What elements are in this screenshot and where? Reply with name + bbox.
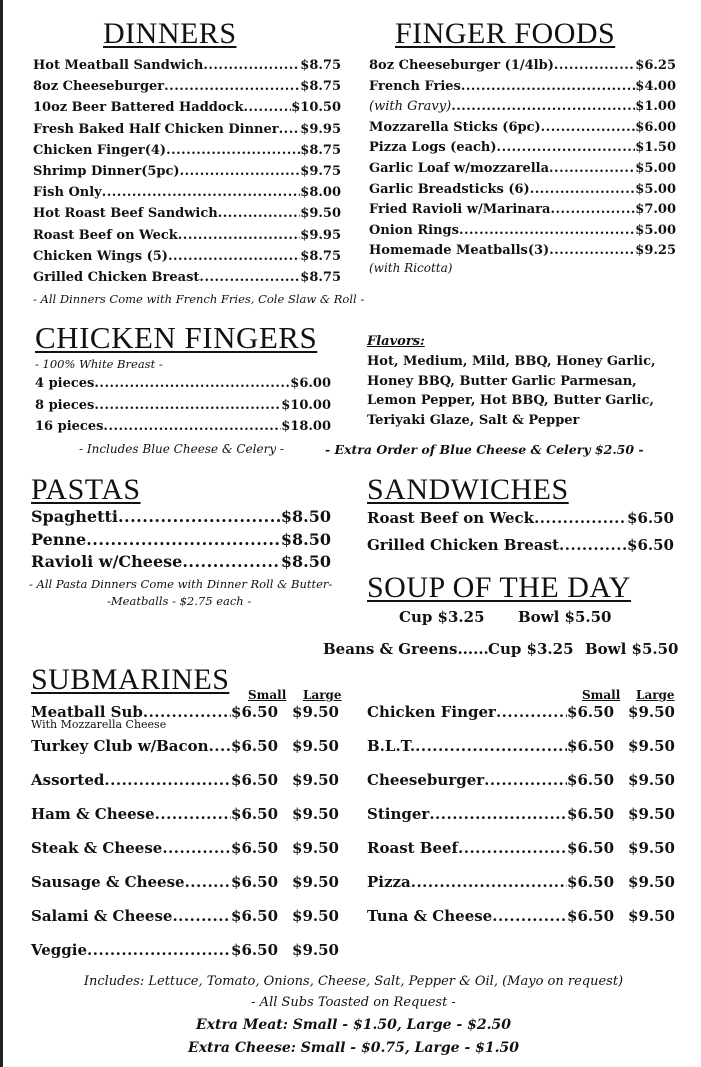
finger-food-item-name: Mozzarella Sticks (6pc): [369, 119, 541, 135]
subs-includes-note: Includes: Lettuce, Tomato, Onions, Cheese, Salt, Pepper & Oil, (Mayo on request): [83, 974, 624, 989]
dinner-item-name: 10oz Beer Battered Haddock: [33, 100, 244, 116]
sub-item-name: Stinger: [367, 805, 430, 823]
sub-item-description: With Mozzarella Cheese: [31, 718, 167, 731]
chicken-fingers-subtitle: - 100% White Breast -: [35, 357, 163, 371]
beans-greens-name: Beans & Greens: [323, 640, 458, 658]
finger-food-item: [369, 182, 676, 197]
sub-item-small-price: $6.50: [231, 873, 279, 891]
sub-item-small-price: $6.50: [567, 771, 615, 789]
leader-dots: [102, 185, 301, 200]
pasta-item-price: $8.50: [280, 552, 331, 571]
sub-item-large-price: $9.50: [292, 873, 339, 891]
chicken-fingers-heading: CHICKEN FINGERS: [35, 320, 318, 355]
dinner-item-price: $9.95: [300, 121, 341, 137]
pasta-item: [31, 507, 331, 526]
pasta-item-name: Ravioli w/Cheese: [31, 552, 183, 571]
sub-item-name: Tuna & Cheese: [367, 907, 493, 925]
leader-dots: [549, 243, 635, 258]
leader-dots: [178, 228, 301, 243]
finger-food-item: [369, 243, 676, 258]
leader-dots: [451, 99, 635, 114]
sub-item-name: Steak & Cheese: [31, 839, 163, 857]
submarines-heading: SUBMARINES: [31, 663, 230, 696]
pasta-item: [31, 552, 331, 571]
dinner-item-price: $9.95: [300, 227, 341, 243]
soup-heading: SOUP OF THE DAY: [367, 571, 631, 604]
dinner-item-name: Grilled Chicken Breast: [33, 270, 200, 285]
dinner-item: [33, 79, 341, 94]
sub-item-large-price: $9.50: [628, 703, 675, 721]
leader-dots: [458, 839, 567, 857]
leader-dots: [164, 79, 300, 94]
leader-dots: [94, 398, 281, 413]
sandwiches-heading: SANDWICHES: [367, 473, 569, 506]
finger-food-item-name: 8oz Cheeseburger (1/4lb): [369, 58, 554, 73]
sandwich-item: [367, 536, 674, 554]
beans-greens-row: [323, 640, 489, 658]
dinner-item: [33, 58, 341, 73]
chicken-finger-item-name: 4 pieces: [35, 376, 95, 391]
leader-dots: [94, 376, 290, 391]
sub-item: [367, 873, 675, 891]
leader-dots: [86, 530, 281, 549]
dinner-item: [33, 143, 341, 158]
dinner-item: [33, 100, 341, 115]
dinner-item-price: $8.75: [300, 248, 341, 264]
sub-item-name: Assorted: [31, 771, 105, 789]
finger-food-item-price: $6.25: [635, 58, 676, 73]
leader-dots: [496, 703, 567, 721]
sub-item-name: Veggie: [31, 941, 88, 959]
dinner-item: [33, 185, 341, 200]
chicken-finger-item-price: $18.00: [281, 419, 331, 434]
finger-food-item-price: $7.00: [635, 202, 676, 218]
sub-item: [31, 771, 339, 789]
sub-item-name: B.L.T.: [367, 737, 416, 755]
finger-food-item-price: $1.00: [635, 99, 676, 115]
finger-food-item-name: Fried Ravioli w/Marinara: [369, 202, 551, 218]
finger-food-item: [369, 99, 676, 114]
sub-item-name: Turkey Club w/Bacon: [31, 737, 209, 755]
sub-item-large-price: $9.50: [292, 839, 339, 857]
pasta-item: [31, 530, 331, 549]
finger-food-item-name: Garlic Breadsticks (6): [369, 181, 530, 197]
finger-food-item-name: Pizza Logs (each): [369, 140, 497, 156]
sub-item: [367, 737, 675, 755]
soup-bowl-price: Bowl $5.50: [518, 608, 612, 626]
sub-item-name: Meatball Sub: [31, 703, 143, 721]
sub-item-name: Sausage & Cheese: [31, 873, 185, 891]
dinner-item: [33, 228, 341, 243]
sub-item: [31, 873, 339, 891]
sub-item-large-price: $9.50: [628, 805, 675, 823]
dinner-item-name: Chicken Wings (5): [33, 248, 168, 264]
dinner-item-name: Shrimp Dinner(5pc): [33, 164, 180, 179]
sandwich-item: [367, 509, 674, 527]
leader-dots: [168, 249, 300, 264]
sub-item: [31, 805, 339, 823]
leader-dots: [209, 737, 231, 755]
finger-food-item: [369, 140, 676, 155]
finger-food-item: [369, 120, 676, 135]
leader-dots: [554, 58, 635, 73]
sub-item-small-price: $6.50: [567, 873, 615, 891]
sub-item-small-price: $6.50: [231, 737, 279, 755]
pasta-item-name: Penne: [31, 529, 87, 549]
sandwich-item-name: Grilled Chicken Breast: [367, 536, 560, 554]
dinner-item-name: Fish Only: [33, 185, 102, 201]
sub-item-small-price: $6.50: [231, 805, 279, 823]
sub-item-small-price: $6.50: [567, 805, 615, 823]
leader-dots: [155, 805, 231, 823]
dinner-item-name: 8oz Cheeseburger: [33, 79, 165, 95]
meatballs-extra-note: -Meatballs - $2.75 each -: [107, 594, 252, 608]
sub-item: [31, 941, 339, 959]
pastas-note: - All Pasta Dinners Come with Dinner Roll & Butter-: [29, 577, 333, 591]
leader-dots: [103, 419, 281, 434]
sub-item-name: Roast Beef: [367, 839, 459, 857]
leader-dots: [429, 805, 567, 823]
meatballs-ricotta-note: (with Ricotta): [369, 261, 453, 275]
sub-item-small-price: $6.50: [231, 941, 279, 959]
leader-dots: [415, 737, 567, 755]
leader-dots: [484, 771, 567, 789]
sub-item: [31, 839, 339, 857]
subs-toasted-note: - All Subs Toasted on Request -: [251, 995, 456, 1010]
pasta-item-name: Spaghetti: [31, 507, 118, 526]
dinner-item-price: $10.50: [291, 100, 341, 116]
sub-item-small-price: $6.50: [231, 703, 279, 721]
sub-item-name: Salami & Cheese: [31, 907, 173, 925]
beans-cup-price: Cup $3.25: [488, 640, 574, 658]
leader-dots: [411, 873, 567, 891]
leader-dots: [104, 771, 231, 789]
leader-dots: [172, 907, 231, 925]
sub-item-large-price: $9.50: [292, 907, 339, 925]
sub-item-large-price: $9.50: [292, 737, 339, 755]
dinner-item: [33, 206, 341, 221]
sub-item-name: Ham & Cheese: [31, 805, 155, 823]
leader-dots: [534, 509, 627, 527]
leader-dots: [497, 140, 636, 155]
leader-dots: [459, 223, 635, 238]
chicken-finger-item: [35, 419, 331, 434]
sub-item-small-price: $6.50: [567, 703, 615, 721]
dinner-item-price: $8.75: [300, 270, 341, 285]
finger-food-item: [369, 202, 676, 217]
sub-item: [367, 839, 675, 857]
sub-item-large-price: $9.50: [292, 771, 339, 789]
dinner-item-name: Fresh Baked Half Chicken Dinner: [33, 121, 279, 137]
finger-food-item-name: (with Gravy): [369, 99, 452, 115]
finger-food-item: [369, 161, 676, 176]
sub-item-large-price: $9.50: [628, 907, 675, 925]
finger-food-item-name: Onion Rings: [369, 222, 459, 238]
chicken-finger-item-price: $10.00: [281, 397, 331, 413]
sub-item-large-price: $9.50: [292, 703, 339, 721]
finger-food-item-price: $5.00: [635, 222, 676, 238]
sub-item-small-price: $6.50: [231, 839, 279, 857]
leader-dots: [530, 182, 636, 197]
dinner-item-price: $9.50: [300, 206, 341, 222]
dinner-item: [33, 249, 341, 264]
sub-item-small-price: $6.50: [567, 737, 615, 755]
leader-dots: [492, 907, 567, 925]
sub-item-small-price: $6.50: [231, 907, 279, 925]
finger-food-item-price: $4.00: [635, 78, 676, 94]
leader-dots: [549, 161, 635, 176]
sub-item-name: Chicken Finger: [367, 703, 496, 721]
sub-item-small-price: $6.50: [567, 839, 615, 857]
leader-dots: [118, 507, 281, 526]
finger-food-item-price: $6.00: [635, 119, 676, 135]
finger-food-item-price: $5.00: [635, 181, 676, 197]
dinners-note: - All Dinners Come with French Fries, Cole Slaw & Roll -: [33, 292, 365, 306]
dinner-item-name: Chicken Finger(4): [33, 142, 167, 158]
subs-left-small-header: Small: [248, 688, 287, 702]
leader-dots: [185, 873, 231, 891]
sub-item: [367, 805, 675, 823]
dinner-item-name: Roast Beef on Weck: [33, 227, 178, 243]
sandwich-item-name: Roast Beef on Weck: [367, 509, 535, 527]
leader-dots: [550, 202, 635, 217]
sub-item: [31, 737, 339, 755]
extra-meat-note: Extra Meat: Small - $1.50, Large - $2.50: [196, 1017, 511, 1033]
finger-food-item-name: Garlic Loaf w/mozzarella: [369, 161, 550, 176]
sub-item: [31, 907, 339, 925]
dinner-item: [33, 270, 341, 285]
subs-right-small-header: Small: [582, 688, 621, 702]
leader-dots: [162, 839, 231, 857]
sub-item-small-price: $6.50: [567, 907, 615, 925]
beans-bowl-price: Bowl $5.50: [585, 640, 679, 658]
leader-dots: [87, 941, 231, 959]
dinner-item: [33, 164, 341, 179]
finger-food-item: [369, 58, 676, 73]
sub-item-small-price: $6.50: [231, 771, 279, 789]
finger-food-item-price: $9.25: [635, 243, 676, 259]
dinner-item-price: $8.75: [300, 142, 341, 158]
flavors-line: Hot, Medium, Mild, BBQ, Honey Garlic,: [367, 354, 656, 369]
flavors-line: Lemon Pepper, Hot BBQ, Butter Garlic,: [367, 393, 654, 408]
sub-item-name: Cheeseburger: [367, 771, 485, 789]
dinner-item-price: $8.75: [300, 79, 341, 95]
finger-food-item-name: Homemade Meatballs(3): [369, 243, 550, 259]
dinners-heading: DINNERS: [103, 17, 237, 50]
leader-dots: [218, 206, 301, 221]
sub-item-large-price: $9.50: [628, 873, 675, 891]
leader-dots: [243, 100, 291, 115]
chicken-fingers-note: - Includes Blue Cheese & Celery -: [79, 442, 284, 456]
extra-cheese-note: Extra Cheese: Small - $0.75, Large - $1.50: [188, 1040, 519, 1056]
sandwich-item-price: $6.50: [627, 509, 674, 527]
leader-dots: [541, 120, 636, 135]
chicken-finger-item-name: 16 pieces: [35, 419, 104, 434]
leader-dots: [182, 552, 281, 571]
sandwich-item-price: $6.50: [627, 536, 674, 554]
leader-dots: [199, 270, 300, 285]
flavors-line: Teriyaki Glaze, Salt & Pepper: [367, 412, 580, 428]
leader-dots: [203, 58, 300, 73]
subs-right-large-header: Large: [636, 688, 675, 702]
finger-food-item-price: $1.50: [635, 140, 676, 156]
pasta-item-price: $8.50: [280, 507, 331, 526]
finger-foods-heading: FINGER FOODS: [395, 17, 616, 50]
dinner-item-price: $9.75: [300, 164, 341, 179]
sub-item-large-price: $9.50: [292, 805, 339, 823]
chicken-finger-item-price: $6.00: [290, 376, 331, 391]
sub-item-large-price: $9.50: [628, 771, 675, 789]
leader-dots: [559, 536, 627, 554]
sub-item: [367, 703, 675, 721]
sub-item: [367, 771, 675, 789]
leader-dots: [166, 143, 300, 158]
sub-item: [367, 907, 675, 925]
extra-blue-cheese-note: - Extra Order of Blue Cheese & Celery $2.50 -: [325, 442, 644, 457]
finger-food-item-price: $5.00: [635, 161, 676, 176]
chicken-finger-item: [35, 376, 331, 391]
chicken-finger-item-name: 8 pieces: [35, 397, 95, 413]
subs-left-large-header: Large: [303, 688, 342, 702]
soup-cup-price: Cup $3.25: [399, 608, 485, 626]
leader-dots: [461, 79, 635, 94]
flavors-label: Flavors:: [367, 334, 425, 349]
dinner-item: [33, 122, 341, 137]
finger-food-item: [369, 223, 676, 238]
finger-food-item-name: French Fries: [369, 78, 461, 94]
dinner-item-name: Hot Meatball Sandwich: [33, 58, 204, 73]
sub-item-large-price: $9.50: [292, 941, 339, 959]
dinner-item-price: $8.00: [300, 185, 341, 201]
sub-item-large-price: $9.50: [628, 737, 675, 755]
leader-dots: [180, 164, 301, 179]
beans-dots: ......: [457, 640, 489, 658]
dinner-item-name: Hot Roast Beef Sandwich: [33, 206, 218, 222]
sub-item-name: Pizza: [367, 873, 411, 891]
chicken-finger-item: [35, 398, 331, 413]
pastas-heading: PASTAS: [31, 473, 141, 506]
sub-item-large-price: $9.50: [628, 839, 675, 857]
flavors-line: Honey BBQ, Butter Garlic Parmesan,: [367, 373, 637, 389]
dinner-item-price: $8.75: [300, 58, 341, 73]
pasta-item-price: $8.50: [280, 529, 331, 549]
finger-food-item: [369, 79, 676, 94]
leader-dots: [279, 122, 301, 137]
